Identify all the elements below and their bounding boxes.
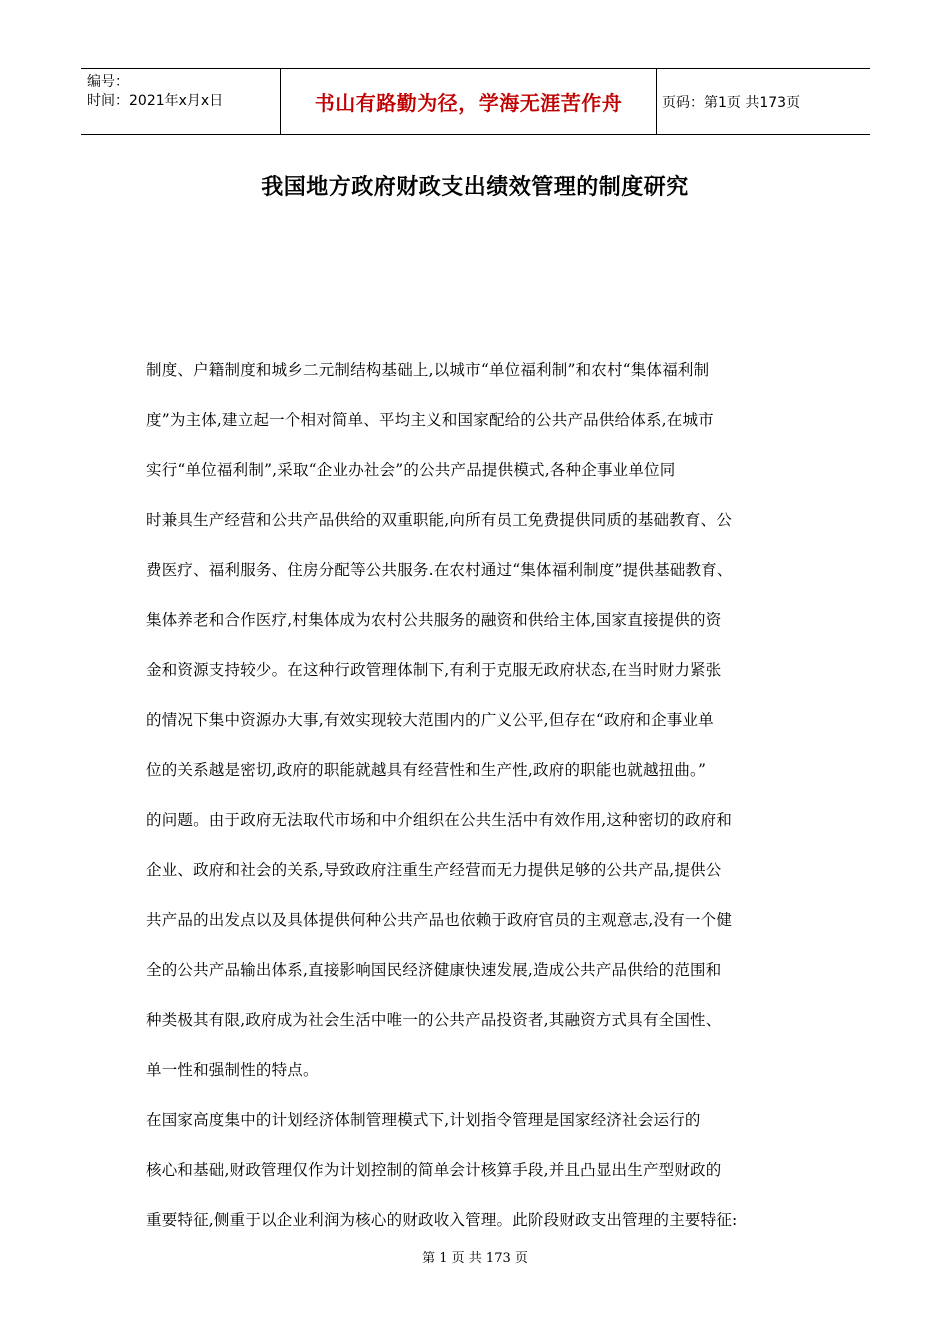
body-line: 重要特征,侧重于以企业利润为核心的财政收入管理。此阶段财政支出管理的主要特征: [146,1211,738,1229]
body-line: 全的公共产品输出体系,直接影响国民经济健康快速发展,造成公共产品供给的范围和 [146,961,722,979]
body-line: 企业、政府和社会的关系,导致政府注重生产经营而无力提供足够的公共产品,提供公 [146,861,722,879]
body-line: 位的关系越是密切,政府的职能就越具有经营性和生产性,政府的职能也就越扭曲。” [146,761,707,779]
body-line: 时兼具生产经营和公共产品供给的双重职能,向所有员工免费提供同质的基础教育、公 [146,511,733,529]
page-footer: 第 1 页 共 173 页 [422,1251,528,1266]
page-info: 页码：第1页 共173页 [662,94,801,111]
body-line: 度”为主体,建立起一个相对简单、平均主义和国家配给的公共产品供给体系,在城市 [146,411,714,429]
header-motto-cell [281,69,657,134]
body-line: 费医疗、福利服务、住房分配等公共服务.在农村通过“集体福利制度”提供基础教育、 [146,561,733,579]
body-line: 的问题。由于政府无法取代市场和中介组织在公共生活中有效作用,这种密切的政府和 [146,811,733,829]
body-line: 在国家高度集中的计划经济体制管理模式下,计划指令管理是国家经济社会运行的 [146,1111,701,1129]
body-line: 实行“单位福利制”,采取“企业办社会”的公共产品提供模式,各种企事业单位同 [146,461,676,479]
body-line: 种类极其有限,政府成为社会生活中唯一的公共产品投资者,其融资方式具有全国性、 [146,1011,722,1029]
body-line: 金和资源支持较少。在这种行政管理体制下,有利于克服无政府状态,在当时财力紧张 [146,661,722,679]
body-line: 单一性和强制性的特点。 [146,1061,319,1079]
document-body [146,356,796,1256]
body-line: 集体养老和合作医疗,村集体成为农村公共服务的融资和供给主体,国家直接提供的资 [146,611,722,629]
header-left-cell [81,69,281,134]
body-line: 核心和基础,财政管理仅作为计划控制的简单会计核算手段,并且凸显出生产型财政的 [146,1161,722,1179]
code-label: 编号： [87,74,129,90]
body-line: 共产品的出发点以及具体提供何种公共产品也依赖于政府官员的主观意志,没有一个健 [146,911,733,929]
body-line: 制度、户籍制度和城乡二元制结构基础上,以城市“单位福利制”和农村“集体福利制 [146,361,710,379]
time-label: 时间：2021年x月x日 [87,93,224,109]
header-table [81,68,870,135]
body-line: 的情况下集中资源办大事,有效实现较大范围内的广义公平,但存在“政府和企事业单 [146,711,714,729]
document-title: 我国地方政府财政支出绩效管理的制度研究 [261,174,689,200]
motto-text: 书山有路勤为径，学海无涯苦作舟 [314,91,623,115]
header-page-cell [657,69,870,134]
